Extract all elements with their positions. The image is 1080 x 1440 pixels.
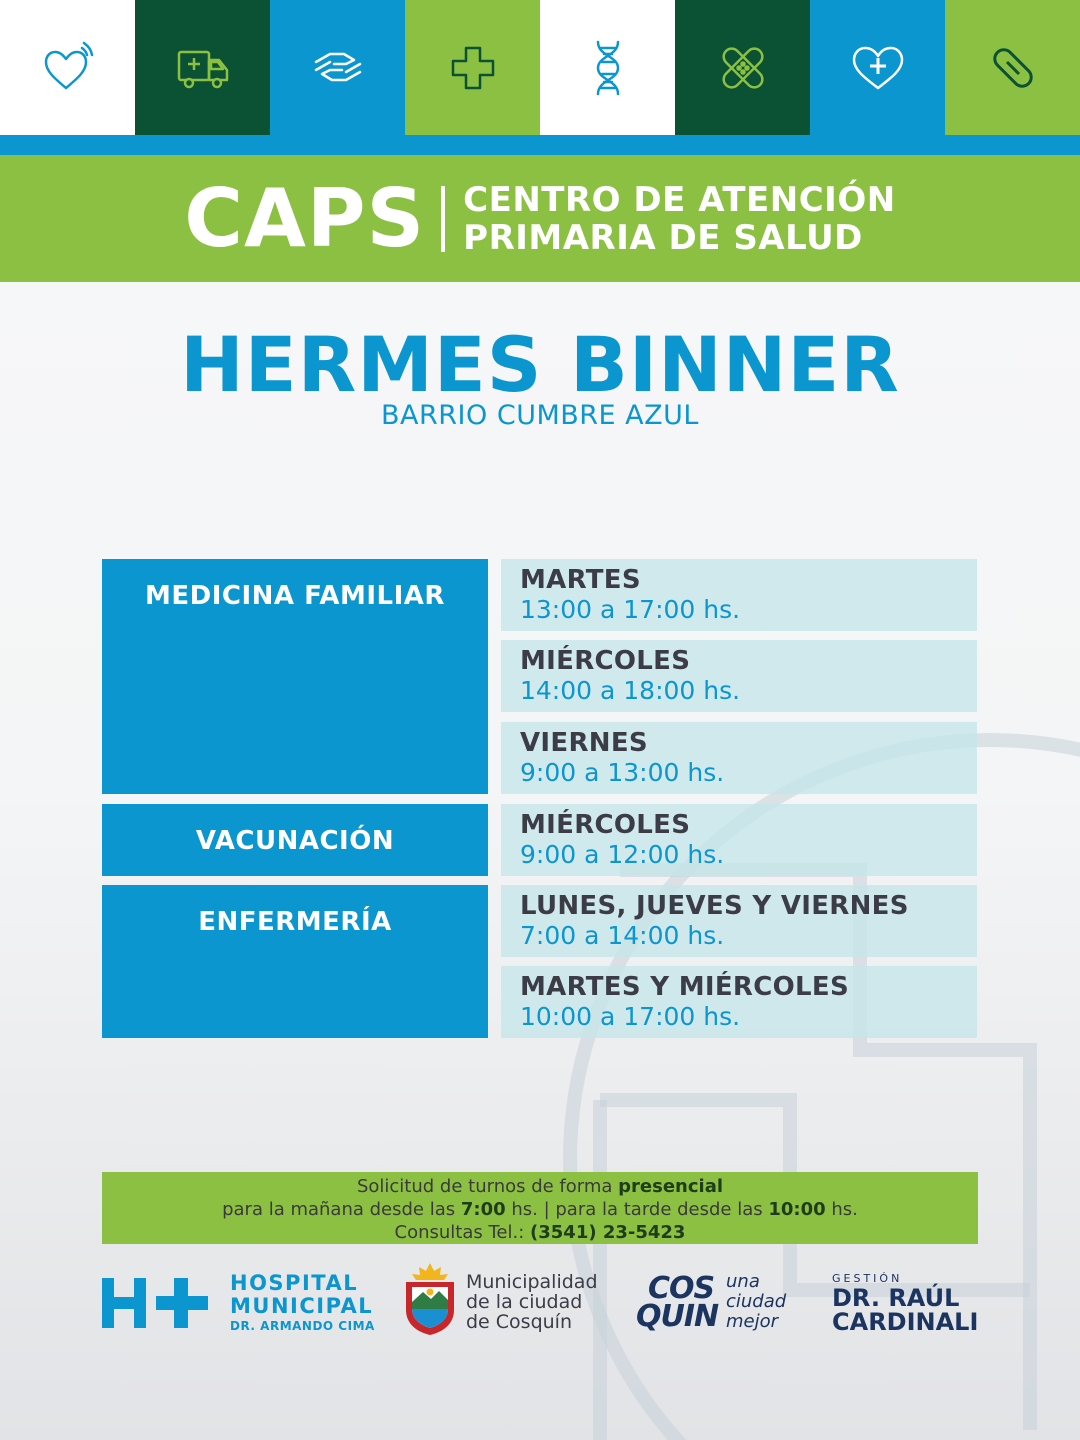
coat-of-arms-icon	[403, 1262, 457, 1336]
caps-full-name	[463, 181, 896, 257]
ambulance-icon	[175, 40, 231, 96]
banner-divider	[441, 186, 445, 252]
slot-day: MIÉRCOLES	[520, 810, 691, 840]
tagline-word: mejor	[726, 1311, 779, 1332]
caps-banner	[0, 155, 1080, 282]
slot-time: 9:00 a 13:00 hs.	[520, 758, 725, 787]
tile-bandage	[675, 0, 810, 135]
municipalidad-logo	[403, 1262, 623, 1338]
schedule-slot	[501, 640, 977, 712]
bandage-icon	[715, 40, 771, 96]
phone-number: (3541) 23-5423	[530, 1222, 686, 1243]
gestion-label: GESTIÓN	[832, 1272, 903, 1285]
slot-time: 13:00 a 17:00 hs.	[520, 595, 741, 624]
hospital-line-2: MUNICIPAL	[230, 1294, 374, 1318]
info-line-2	[102, 1198, 978, 1221]
schedule-slot	[501, 559, 977, 631]
info-text: hs.	[825, 1199, 858, 1220]
cosquin-part-1: COS	[648, 1271, 715, 1306]
medical-cross-icon	[445, 40, 501, 96]
tagline-word: una	[726, 1271, 760, 1292]
cosquin-part-2: QUIN	[636, 1299, 719, 1334]
info-line-3	[102, 1221, 978, 1244]
center-name: HERMES BINNER	[180, 320, 900, 409]
info-line-1	[102, 1175, 978, 1198]
slot-day: LUNES, JUEVES Y VIERNES	[520, 891, 909, 921]
slot-day: VIERNES	[520, 728, 648, 758]
muni-line-3: de Cosquín	[466, 1311, 573, 1333]
info-highlight: presencial	[618, 1176, 724, 1197]
caps-line-1: CENTRO DE ATENCIÓN	[463, 179, 896, 220]
service-vacunacion: VACUNACIÓN	[102, 804, 488, 876]
slot-time: 7:00 a 14:00 hs.	[520, 921, 725, 950]
tile-ambulance	[135, 0, 270, 135]
pill-icon	[985, 40, 1041, 96]
gestion-name-2: CARDINALI	[832, 1308, 979, 1336]
hospital-line-1: HOSPITAL	[230, 1271, 359, 1295]
hospital-municipal-logo	[102, 1272, 382, 1336]
tile-heart-cross	[810, 0, 945, 135]
hospital-line-3: DR. ARMANDO CIMA	[230, 1319, 375, 1333]
slot-time: 14:00 a 18:00 hs.	[520, 676, 741, 705]
icon-strip	[0, 0, 1080, 135]
heart-signal-icon	[40, 40, 96, 96]
info-text: Consultas Tel.:	[394, 1222, 531, 1243]
service-enfermeria: ENFERMERÍA	[102, 885, 488, 1038]
tagline-word: ciudad	[726, 1291, 787, 1312]
tile-helping-hands	[270, 0, 405, 135]
cosquin-tagline	[726, 1272, 786, 1332]
schedule-slot	[501, 885, 977, 957]
dna-icon	[580, 40, 636, 96]
info-text: Solicitud de turnos de forma	[356, 1176, 619, 1197]
center-barrio: BARRIO CUMBRE AZUL	[381, 400, 699, 431]
service-medicina-familiar: MEDICINA FAMILIAR	[102, 559, 488, 794]
cosquin-ciudad-mejor-logo	[636, 1272, 816, 1336]
gestion-name-1: DR. RAÚL	[832, 1284, 960, 1312]
gestion-cardinali-logo	[832, 1272, 992, 1336]
blue-divider-bar	[0, 135, 1080, 155]
tile-heart-signal	[0, 0, 135, 135]
muni-line-1: Municipalidad	[466, 1271, 598, 1293]
municipalidad-name	[466, 1272, 598, 1332]
caps-acronym: CAPS	[184, 172, 426, 265]
muni-line-2: de la ciudad	[466, 1291, 583, 1313]
slot-day: MARTES Y MIÉRCOLES	[520, 972, 849, 1002]
tile-pill	[945, 0, 1080, 135]
slot-time: 10:00 a 17:00 hs.	[520, 1002, 741, 1031]
appointment-info-box	[102, 1172, 978, 1244]
info-highlight: 7:00	[460, 1199, 506, 1220]
caps-line-2: PRIMARIA DE SALUD	[463, 217, 863, 258]
hospital-h-plus-icon	[102, 1278, 212, 1328]
info-text: para la mañana desde las	[222, 1199, 461, 1220]
hospital-name	[230, 1272, 375, 1334]
info-text: hs. | para la tarde desde las	[505, 1199, 769, 1220]
info-highlight: 10:00	[768, 1199, 826, 1220]
slot-time: 9:00 a 12:00 hs.	[520, 840, 725, 869]
slot-day: MARTES	[520, 565, 641, 595]
schedule-slot	[501, 722, 977, 794]
heart-cross-icon	[850, 40, 906, 96]
schedule-slot	[501, 804, 977, 876]
slot-day: MIÉRCOLES	[520, 646, 691, 676]
helping-hands-icon	[310, 40, 366, 96]
tile-medical-cross	[405, 0, 540, 135]
tile-dna	[540, 0, 675, 135]
schedule-slot	[501, 966, 977, 1038]
